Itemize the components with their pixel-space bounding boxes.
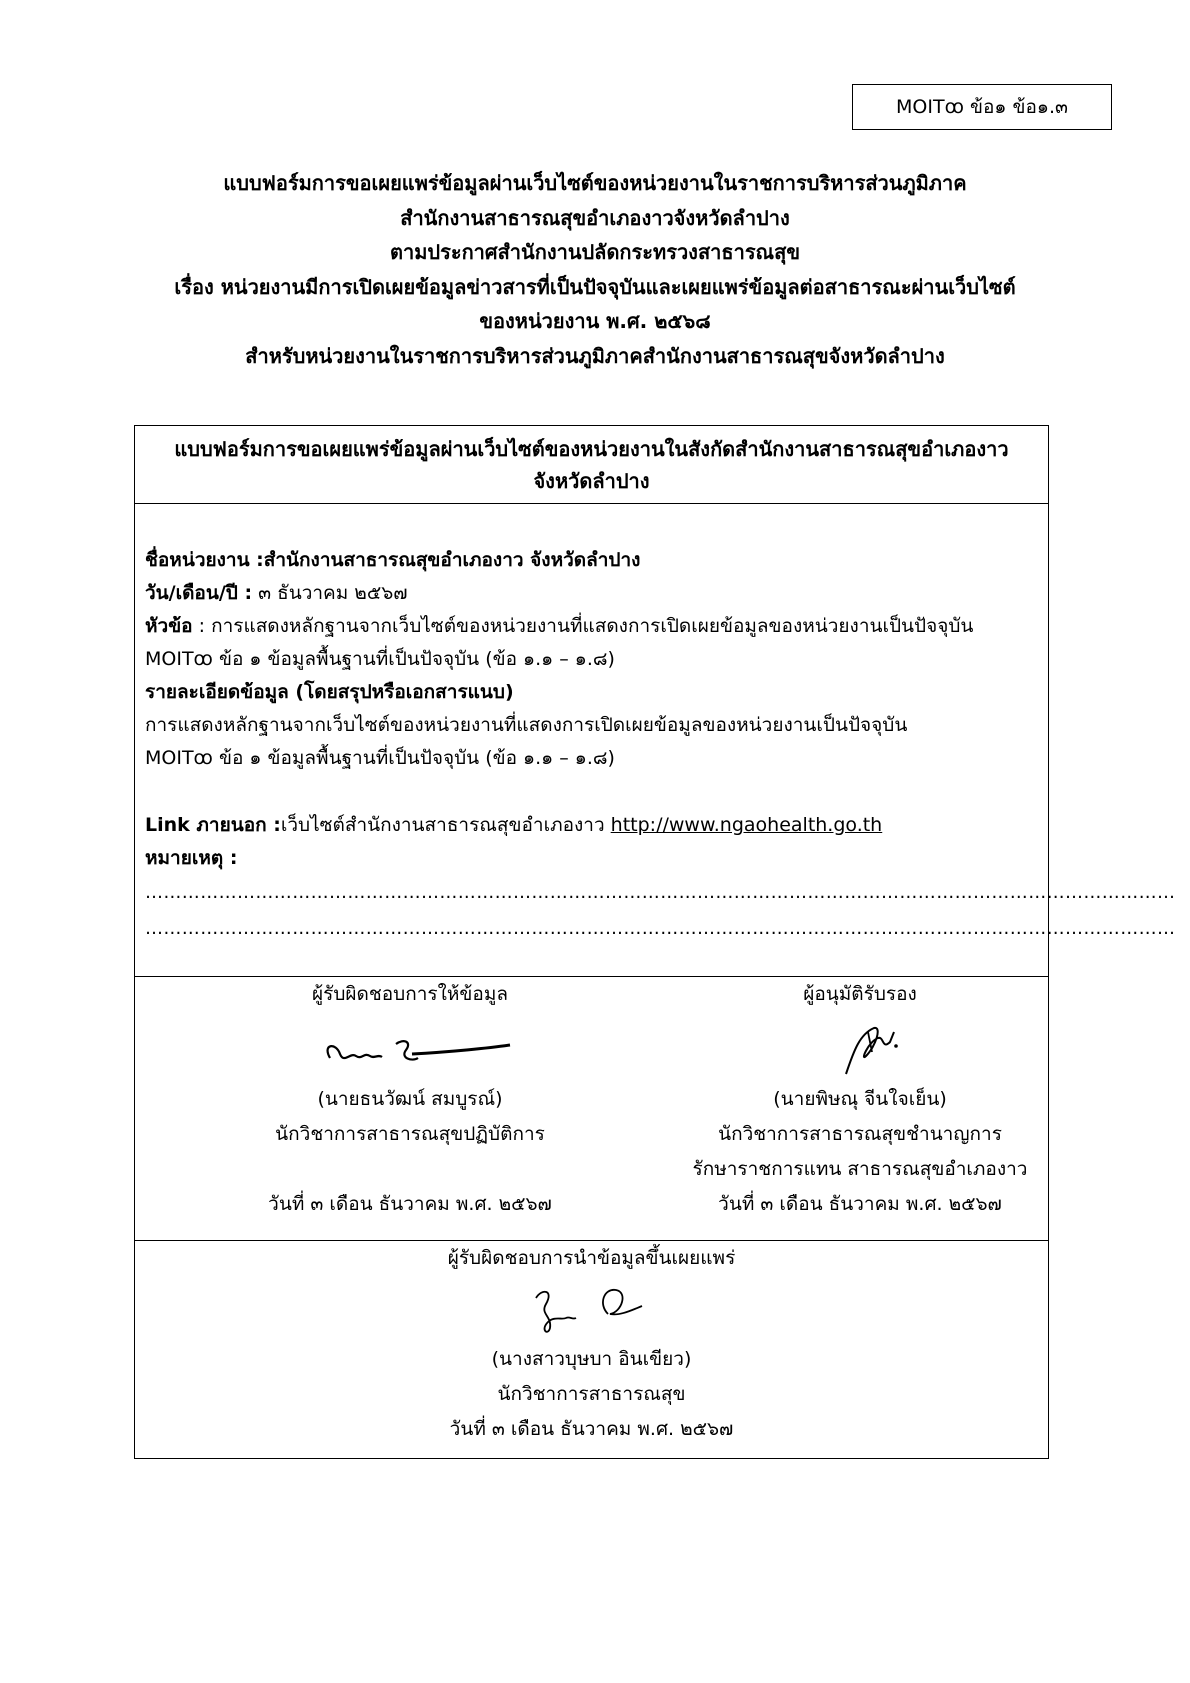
approver-acting: รักษาราชการแทน สาธารณสุขอำเภองาว [692,1158,1028,1180]
date-value: ๓ ธันวาคม ๒๕๖๗ [252,582,408,604]
topic-value: : การแสดงหลักฐานจากเว็บไซต์ของหน่วยงานที่แสดงการเปิดเผยข้อมูลของหน่วยงานเป็นปัจจุบัน [192,615,974,637]
publisher-section [135,1241,1048,1458]
date-row [145,577,1038,610]
agency-row [145,544,1038,577]
date-label: วัน/เดือน/ปี : [145,582,253,604]
website-link[interactable]: http://www.ngaohealth.go.th [610,814,883,836]
publisher-signature [492,1276,692,1342]
approver-name: (นายพิษณุ จีนใจเย็น) [773,1088,947,1110]
publisher-role: ผู้รับผิดชอบการนำข้อมูลขึ้นเผยแพร่ [447,1247,736,1269]
header-line: สำหรับหน่วยงานในราชการบริหารส่วนภูมิภาคสำนักงานสาธารณสุขจังหวัดลำปาง [245,343,945,368]
agency-value: สำนักงานสาธารณสุขอำเภองาว จังหวัดลำปาง [263,549,641,571]
provider-role: ผู้รับผิดชอบการให้ข้อมูล [312,983,508,1005]
publication-form [134,425,1176,1459]
form-details [135,504,1176,977]
topic-line2: MOITꝏ ข้อ ๑ ข้อมูลพื้นฐานที่เป็นปัจจุบัน (ข้อ ๑.๑ – ๑.๘) [145,648,615,670]
publisher-name: (นางสาวบุษบา อินเขียว) [491,1348,692,1370]
detail-label: รายละเอียดข้อมูล (โดยสรุปหรือเอกสารแนบ) [145,681,514,703]
publisher-signature-block [135,1241,1048,1447]
header-line: แบบฟอร์มการขอเผยแพร่ข้อมูลผ่านเว็บไซต์ของหน่วยงานในราชการบริหารส่วนภูมิภาค [223,171,967,195]
header-line: ของหน่วยงาน พ.ศ. ๒๕๖๘ [479,309,711,333]
note-label: หมายเหตุ : [145,847,238,869]
provider-date: วันที่ ๓ เดือน ธันวาคม พ.ศ. ๒๕๖๗ [268,1193,552,1215]
header-line: ตามประกาศสำนักงานปลัดกระทรวงสาธารณสุข [389,240,800,264]
form-title-line2: จังหวัดลำปาง [533,469,650,493]
approver-position: นักวิชาการสาธารณสุขชำนาญการ [718,1123,1002,1145]
detail-line1: การแสดงหลักฐานจากเว็บไซต์ของหน่วยงานที่แสดงการเปิดเผยข้อมูลของหน่วยงานเป็นปัจจุบัน [145,714,908,736]
header-line: เรื่อง หน่วยงานมีการเปิดเผยข้อมูลข่าวสารที่เป็นปัจจุบันและเผยแพร่ข้อมูลต่อสาธารณะผ่านเว็บไซต์ [174,274,1016,299]
approver-date: วันที่ ๓ เดือน ธันวาคม พ.ศ. ๒๕๖๗ [718,1193,1002,1215]
link-label: Link ภายนอก : [145,814,281,836]
link-row [145,809,1038,842]
approver-role: ผู้อนุมัติรับรอง [803,983,917,1005]
approver-signature-block [675,977,1045,1222]
approval-signatures [135,977,1048,1241]
topic-row [145,610,1038,643]
provider-name: (นายธนวัฒน์ สมบูรณ์) [317,1088,503,1110]
provider-signature [300,1012,520,1082]
form-title-line1: แบบฟอร์มการขอเผยแพร่ข้อมูลผ่านเว็บไซต์ของหน่วยงานในสังกัดสำนักงานสาธารณสุขอำเภองาว [174,437,1009,461]
note-dotted-line: …………………………………………………………………………………………………………………………………………………… [145,882,1176,903]
detail-line2: MOITꝏ ข้อ ๑ ข้อมูลพื้นฐานที่เป็นปัจจุบัน (ข้อ ๑.๑ – ๑.๘) [145,747,615,769]
approver-signature [750,1012,970,1082]
agency-label: ชื่อหน่วยงาน : [145,549,264,571]
link-text: เว็บไซต์สำนักงานสาธารณสุขอำเภองาว [280,814,611,836]
note-dotted-line: …………………………………………………………………………………………………………………………………………………… [145,918,1176,939]
topic-label: หัวข้อ [145,615,193,637]
reference-code: MOITꝏ ข้อ๑ ข้อ๑.๓ [896,96,1068,118]
provider-position: นักวิชาการสาธารณสุขปฏิบัติการ [275,1123,545,1145]
reference-code-box [852,84,1112,130]
header-line: สำนักงานสาธารณสุขอำเภองาวจังหวัดลำปาง [400,205,790,230]
provider-signature-block [215,977,605,1222]
publisher-position: นักวิชาการสาธารณสุข [497,1383,686,1405]
document-header [100,166,1090,373]
publisher-date: วันที่ ๓ เดือน ธันวาคม พ.ศ. ๒๕๖๗ [449,1418,734,1440]
form-title [135,426,1048,504]
